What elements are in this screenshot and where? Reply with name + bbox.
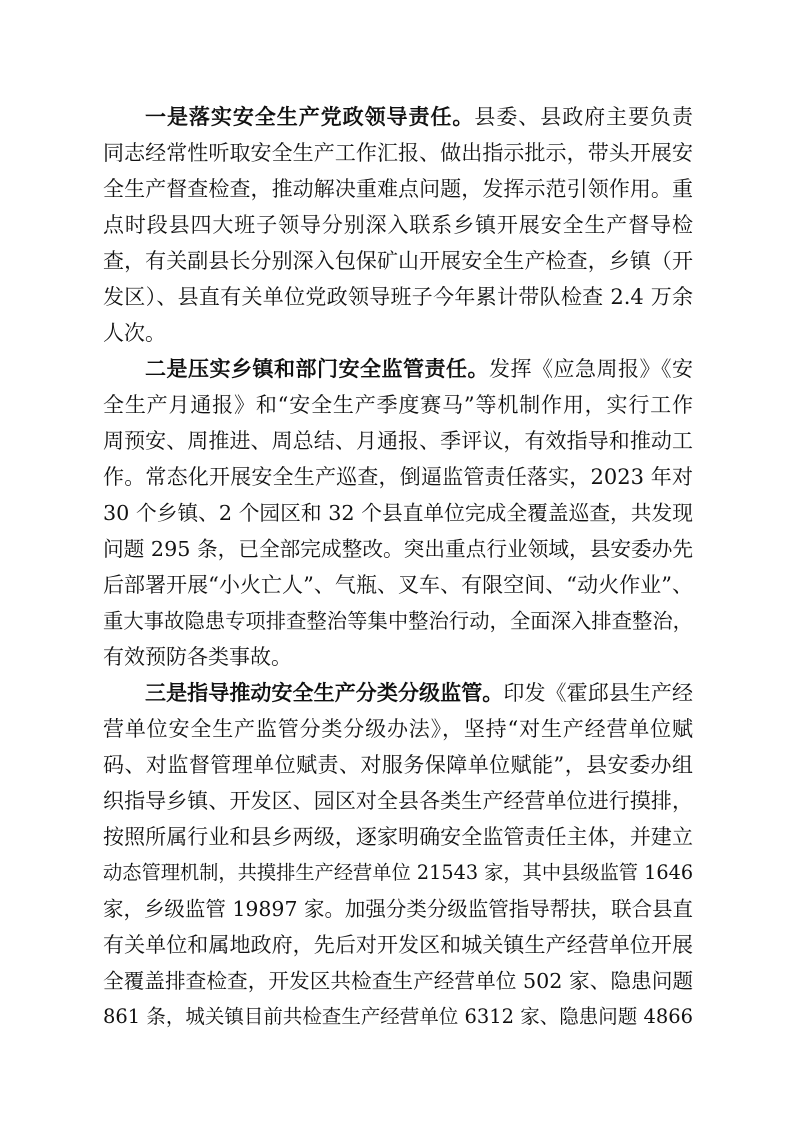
paragraph-line: 家，乡级监管 19897 家。加强分类分级监管指导帮扶，联合县直	[103, 897, 693, 921]
paragraph-line: 发区）、县直有关单位党政领导班子今年累计带队检查 2.4 万余	[103, 285, 693, 309]
paragraph-line: 作。常态化开展安全生产巡查，倒逼监管责任落实，2023 年对	[103, 465, 693, 489]
paragraph-line: 30 个乡镇、2 个园区和 32 个县直单位完成全覆盖巡查，共发现	[103, 501, 693, 525]
paragraph-text: 发挥《应急周报》《安	[489, 357, 693, 381]
paragraph-line: 同志经常性听取安全生产工作汇报、做出指示批示，带头开展安	[103, 141, 693, 165]
paragraph-line: 查，有关副县长分别深入包保矿山开展安全生产检查，乡镇（开	[103, 249, 693, 273]
paragraph-line: 营单位安全生产监管分类分级办法》，坚持“对生产经营单位赋	[103, 717, 693, 741]
paragraph-line: 后部署开展“小火亡人”、气瓶、叉车、有限空间、“动火作业”、	[103, 573, 693, 597]
paragraph-heading: 三是指导推动安全生产分类分级监管。	[145, 681, 504, 705]
paragraph-line: 码、对监督管理单位赋责、对服务保障单位赋能”，县安委办组	[103, 753, 693, 777]
paragraph-line: 861 条，城关镇目前共检查生产经营单位 6312 家、隐患问题 4866	[103, 1005, 693, 1028]
paragraph-line	[145, 351, 693, 387]
paragraph-line: 有效预防各类事故。	[103, 645, 292, 669]
paragraph-line: 按照所属行业和县乡两级，逐家明确安全监管责任主体，并建立	[103, 825, 693, 849]
paragraph-line: 全生产督查检查，推动解决重难点问题，发挥示范引领作用。重	[103, 177, 693, 201]
paragraph-text: 县委、县政府主要负责	[474, 105, 693, 129]
paragraph-line: 有关单位和属地政府，先后对开发区和城关镇生产经营单位开展	[103, 933, 693, 957]
paragraph-line: 全覆盖排查检查，开发区共检查生产经营单位 502 家、隐患问题	[103, 969, 694, 993]
paragraph-line: 点时段县四大班子领导分别深入联系乡镇开展安全生产督导检	[103, 213, 693, 237]
paragraph-line: 织指导乡镇、开发区、园区对全县各类生产经营单位进行摸排，	[103, 789, 693, 813]
paragraph-line: 重大事故隐患专项排查整治等集中整治行动，全面深入排查整治，	[103, 609, 693, 633]
paragraph-line	[145, 675, 693, 711]
paragraph-text: 印发《霍邱县生产经	[503, 681, 693, 705]
paragraph-line	[145, 99, 693, 135]
paragraph-heading: 一是落实安全生产党政领导责任。	[145, 105, 475, 129]
paragraph-line: 动态管理机制，共摸排生产经营单位 21543 家，其中县级监管 1646	[103, 861, 694, 884]
paragraph-heading: 二是压实乡镇和部门安全监管责任。	[145, 357, 489, 381]
paragraph-line: 全生产月通报》和“安全生产季度赛马”等机制作用，实行工作	[103, 393, 693, 417]
paragraph-line: 问题 295 条，已全部完成整改。突出重点行业领域，县安委办先	[103, 537, 694, 561]
paragraph-line: 周预安、周推进、周总结、月通报、季评议，有效指导和推动工	[103, 429, 693, 453]
paragraph-line: 人次。	[103, 321, 166, 345]
